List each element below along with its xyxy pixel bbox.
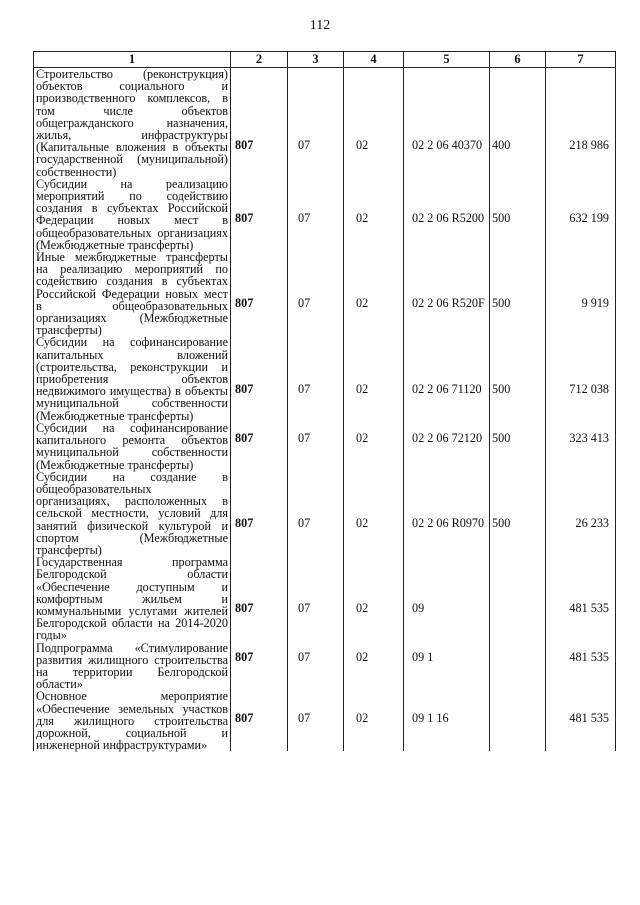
item-name-line: (Капитальные вложения в объекты bbox=[36, 140, 228, 155]
amount-cell bbox=[546, 178, 616, 251]
section-code-cell bbox=[288, 178, 344, 251]
table-row bbox=[34, 471, 616, 556]
section-code-cell bbox=[288, 642, 344, 691]
target-article-code-cell bbox=[404, 690, 490, 751]
section-code-cell bbox=[288, 556, 344, 641]
subsection-code: 02 bbox=[356, 601, 369, 616]
item-name-line: капитальных вложений bbox=[36, 347, 228, 362]
column-header: 7 bbox=[546, 52, 616, 68]
table-row bbox=[34, 642, 616, 691]
item-name-line: на реализацию мероприятий по bbox=[36, 262, 228, 277]
target-article-code: 02 2 06 40370 bbox=[412, 137, 483, 152]
subsection-code-cell bbox=[344, 68, 404, 178]
item-name-line: капитального ремонта объектов bbox=[36, 433, 228, 448]
expense-type-code-cell bbox=[490, 336, 546, 421]
target-article-code-cell bbox=[404, 556, 490, 641]
expense-type-code-cell bbox=[490, 251, 546, 336]
section-code: 07 bbox=[298, 210, 311, 225]
expense-type-code-cell bbox=[490, 556, 546, 641]
section-code-cell bbox=[288, 422, 344, 471]
subsection-code: 02 bbox=[356, 137, 369, 152]
section-code: 07 bbox=[298, 650, 311, 665]
section-code: 07 bbox=[298, 296, 311, 311]
subsection-code: 02 bbox=[356, 296, 369, 311]
item-name-line: производственного комплексов, в bbox=[36, 91, 228, 106]
item-name bbox=[34, 471, 231, 556]
item-name-line: для жилищного строительства bbox=[36, 713, 228, 728]
item-name-line: муниципальной собственности bbox=[36, 445, 228, 460]
item-name-line: Субсидии на софинансирование bbox=[36, 335, 228, 350]
item-name-line: Субсидии на создание в bbox=[36, 469, 228, 484]
subsection-code-cell bbox=[344, 471, 404, 556]
item-name bbox=[34, 251, 231, 336]
subsection-code: 02 bbox=[356, 650, 369, 665]
expense-type-code bbox=[492, 724, 545, 751]
subsection-code: 02 bbox=[356, 430, 369, 445]
section-code-cell bbox=[288, 68, 344, 178]
subsection-code-cell bbox=[344, 556, 404, 641]
expense-type-code: 500 bbox=[492, 296, 511, 311]
target-article-code-cell bbox=[404, 178, 490, 251]
item-name-line: общеобразовательных организациях bbox=[36, 225, 228, 240]
item-name-line: сельской местности, условий для bbox=[36, 506, 228, 521]
expense-type-code bbox=[492, 663, 545, 690]
amount-cell bbox=[546, 471, 616, 556]
item-name-line: инженерной инфраструктурами» bbox=[36, 738, 208, 753]
item-name-line: Основное мероприятие bbox=[36, 689, 228, 704]
amount-cell bbox=[546, 642, 616, 691]
section-code: 07 bbox=[298, 430, 311, 445]
ministry-code: 807 bbox=[235, 296, 254, 311]
item-name-line: Российской Федерации новых мест bbox=[36, 286, 228, 301]
item-name-line: спортом (Межбюджетные bbox=[36, 530, 228, 545]
amount-cell bbox=[546, 690, 616, 751]
item-name-line: общегражданского назначения, bbox=[36, 115, 228, 130]
ministry-code-cell bbox=[231, 178, 288, 251]
target-article-code-cell bbox=[404, 471, 490, 556]
target-article-code: 02 2 06 72120 bbox=[412, 430, 483, 445]
ministry-code: 807 bbox=[235, 430, 254, 445]
ministry-code: 807 bbox=[235, 381, 254, 396]
item-name-line: (Межбюджетные трансферты) bbox=[36, 408, 194, 423]
expense-type-code-cell bbox=[490, 690, 546, 751]
ministry-code-cell bbox=[231, 556, 288, 641]
table-row bbox=[34, 336, 616, 421]
item-name-line: годы» bbox=[36, 628, 67, 643]
item-name-line: Подпрограмма «Стимулирование bbox=[36, 640, 228, 655]
item-name-line: Строительство (реконструкция) bbox=[36, 67, 228, 81]
item-name-line: государственной (муниципальной) bbox=[36, 152, 228, 167]
table-row bbox=[34, 690, 616, 751]
table-row bbox=[34, 251, 616, 336]
amount-cell bbox=[546, 336, 616, 421]
page-number: 112 bbox=[309, 18, 331, 33]
ministry-code-cell bbox=[231, 251, 288, 336]
ministry-code: 807 bbox=[235, 711, 254, 726]
item-name-line: Субсидии на реализацию bbox=[36, 176, 228, 191]
section-code-cell bbox=[288, 690, 344, 751]
item-name-line: приобретения объектов bbox=[36, 372, 228, 387]
expense-type-code bbox=[492, 615, 545, 642]
ministry-code: 807 bbox=[235, 515, 254, 530]
subsection-code-cell bbox=[344, 642, 404, 691]
expense-type-code: 500 bbox=[492, 210, 511, 225]
item-name bbox=[34, 178, 231, 251]
subsection-code: 02 bbox=[356, 381, 369, 396]
amount: 481 535 bbox=[569, 650, 609, 665]
item-name-line: области» bbox=[36, 677, 83, 692]
target-article-code: 09 1 16 bbox=[412, 711, 449, 726]
item-name-line: дорожной, социальной и bbox=[36, 725, 228, 740]
item-name bbox=[34, 422, 231, 471]
section-code-cell bbox=[288, 336, 344, 421]
item-name bbox=[34, 642, 231, 691]
item-name-line: жилья, инфраструктуры bbox=[36, 128, 228, 143]
item-name-line: общеобразовательных bbox=[36, 481, 152, 496]
item-name-line: создания в субъектах Российской bbox=[36, 201, 228, 216]
amount: 481 535 bbox=[569, 711, 609, 726]
item-name-line: Субсидии на софинансирование bbox=[36, 420, 228, 435]
table-row bbox=[34, 422, 616, 471]
amount: 26 233 bbox=[575, 515, 609, 530]
amount: 632 199 bbox=[569, 210, 609, 225]
amount: 323 413 bbox=[569, 430, 609, 445]
expense-type-code-cell bbox=[490, 642, 546, 691]
target-article-code-cell bbox=[404, 336, 490, 421]
section-code: 07 bbox=[298, 381, 311, 396]
amount-cell bbox=[546, 68, 616, 178]
subsection-code-cell bbox=[344, 336, 404, 421]
target-article-code: 09 bbox=[412, 601, 425, 616]
budget-table bbox=[33, 51, 616, 751]
target-article-code: 09 1 bbox=[412, 650, 434, 665]
item-name-line: в общеобразовательных bbox=[36, 298, 228, 313]
column-header: 6 bbox=[490, 52, 546, 68]
ministry-code-cell bbox=[231, 336, 288, 421]
ministry-code-cell bbox=[231, 690, 288, 751]
ministry-code: 807 bbox=[235, 137, 254, 152]
item-name-line: (строительства, реконструкции и bbox=[36, 359, 228, 374]
ministry-code-cell bbox=[231, 471, 288, 556]
target-article-code: 02 2 06 R520F bbox=[412, 296, 485, 311]
expense-type-code-cell bbox=[490, 471, 546, 556]
subsection-code: 02 bbox=[356, 711, 369, 726]
ministry-code: 807 bbox=[235, 650, 254, 665]
expense-type-code: 500 bbox=[492, 381, 511, 396]
ministry-code-cell bbox=[231, 68, 288, 178]
column-header: 2 bbox=[231, 52, 288, 68]
item-name-line: (Межбюджетные трансферты) bbox=[36, 237, 194, 252]
item-name-line: муниципальной собственности bbox=[36, 396, 228, 411]
item-name-line: организациях (Межбюджетные bbox=[36, 311, 228, 326]
table-row bbox=[34, 178, 616, 251]
column-header: 4 bbox=[344, 52, 404, 68]
section-code: 07 bbox=[298, 515, 311, 530]
item-name-line: Государственная программа bbox=[36, 555, 228, 570]
item-name-line: комфортным жильем и bbox=[36, 591, 228, 606]
item-name-line: Белгородской области bbox=[36, 567, 228, 582]
item-name-line: на территории Белгородской bbox=[36, 664, 228, 679]
expense-type-code: 500 bbox=[492, 430, 511, 445]
table-header-row bbox=[34, 52, 616, 68]
item-name-line: трансферты) bbox=[36, 323, 102, 338]
expense-type-code-cell bbox=[490, 178, 546, 251]
ministry-code-cell bbox=[231, 642, 288, 691]
section-code: 07 bbox=[298, 711, 311, 726]
subsection-code-cell bbox=[344, 422, 404, 471]
amount-cell bbox=[546, 422, 616, 471]
item-name-line: коммунальными услугами жителей bbox=[36, 603, 228, 618]
amount: 712 038 bbox=[569, 381, 609, 396]
item-name-line: трансферты) bbox=[36, 542, 102, 557]
section-code-cell bbox=[288, 471, 344, 556]
target-article-code: 02 2 06 R0970 bbox=[412, 515, 485, 530]
ministry-code: 807 bbox=[235, 601, 254, 616]
subsection-code: 02 bbox=[356, 515, 369, 530]
item-name-line: Белгородской области на 2014-2020 bbox=[36, 616, 228, 631]
item-name-line: «Обеспечение доступным и bbox=[36, 579, 228, 594]
expense-type-code: 500 bbox=[492, 515, 511, 530]
section-code: 07 bbox=[298, 137, 311, 152]
subsection-code-cell bbox=[344, 178, 404, 251]
item-name-line: развития жилищного строительства bbox=[36, 652, 228, 667]
target-article-code-cell bbox=[404, 68, 490, 178]
target-article-code-cell bbox=[404, 422, 490, 471]
amount: 9 919 bbox=[581, 296, 609, 311]
subsection-code-cell bbox=[344, 690, 404, 751]
item-name bbox=[34, 690, 231, 751]
ministry-code: 807 bbox=[235, 210, 254, 225]
item-name bbox=[34, 68, 231, 178]
column-header: 3 bbox=[288, 52, 344, 68]
column-header: 5 bbox=[404, 52, 490, 68]
subsection-code-cell bbox=[344, 251, 404, 336]
item-name-line: недвижимого имущества) в объекты bbox=[36, 384, 228, 399]
item-name-line: «Обеспечение земельных участков bbox=[36, 701, 228, 716]
expense-type-code: 400 bbox=[492, 137, 511, 152]
amount: 218 986 bbox=[569, 137, 609, 152]
item-name bbox=[34, 556, 231, 641]
amount-cell bbox=[546, 251, 616, 336]
subsection-code: 02 bbox=[356, 210, 369, 225]
expense-type-code-cell bbox=[490, 68, 546, 178]
item-name-line: том числе объектов bbox=[36, 103, 228, 118]
item-name-line: собственности) bbox=[36, 164, 117, 179]
target-article-code-cell bbox=[404, 642, 490, 691]
item-name-line: Федерации новых мест в bbox=[36, 213, 228, 228]
item-name-line: организациях, расположенных в bbox=[36, 494, 228, 509]
amount: 481 535 bbox=[569, 601, 609, 616]
item-name-line: мероприятий по содействию bbox=[36, 189, 228, 204]
section-code-cell bbox=[288, 251, 344, 336]
item-name-line: Иные межбюджетные трансферты bbox=[36, 250, 228, 265]
item-name-line: содействию создания в субъектах bbox=[36, 274, 228, 289]
item-name-line: занятий физической культурой и bbox=[36, 518, 228, 533]
item-name-line: (Межбюджетные трансферты) bbox=[36, 457, 194, 472]
column-header: 1 bbox=[34, 52, 231, 68]
table-row bbox=[34, 556, 616, 641]
target-article-code-cell bbox=[404, 251, 490, 336]
item-name bbox=[34, 336, 231, 421]
target-article-code: 02 2 06 R5200 bbox=[412, 210, 485, 225]
ministry-code-cell bbox=[231, 422, 288, 471]
target-article-code: 02 2 06 71120 bbox=[412, 381, 482, 396]
expense-type-code-cell bbox=[490, 422, 546, 471]
amount-cell bbox=[546, 556, 616, 641]
item-name-line: объектов социального и bbox=[36, 79, 228, 94]
section-code: 07 bbox=[298, 601, 311, 616]
table-row bbox=[34, 68, 616, 178]
